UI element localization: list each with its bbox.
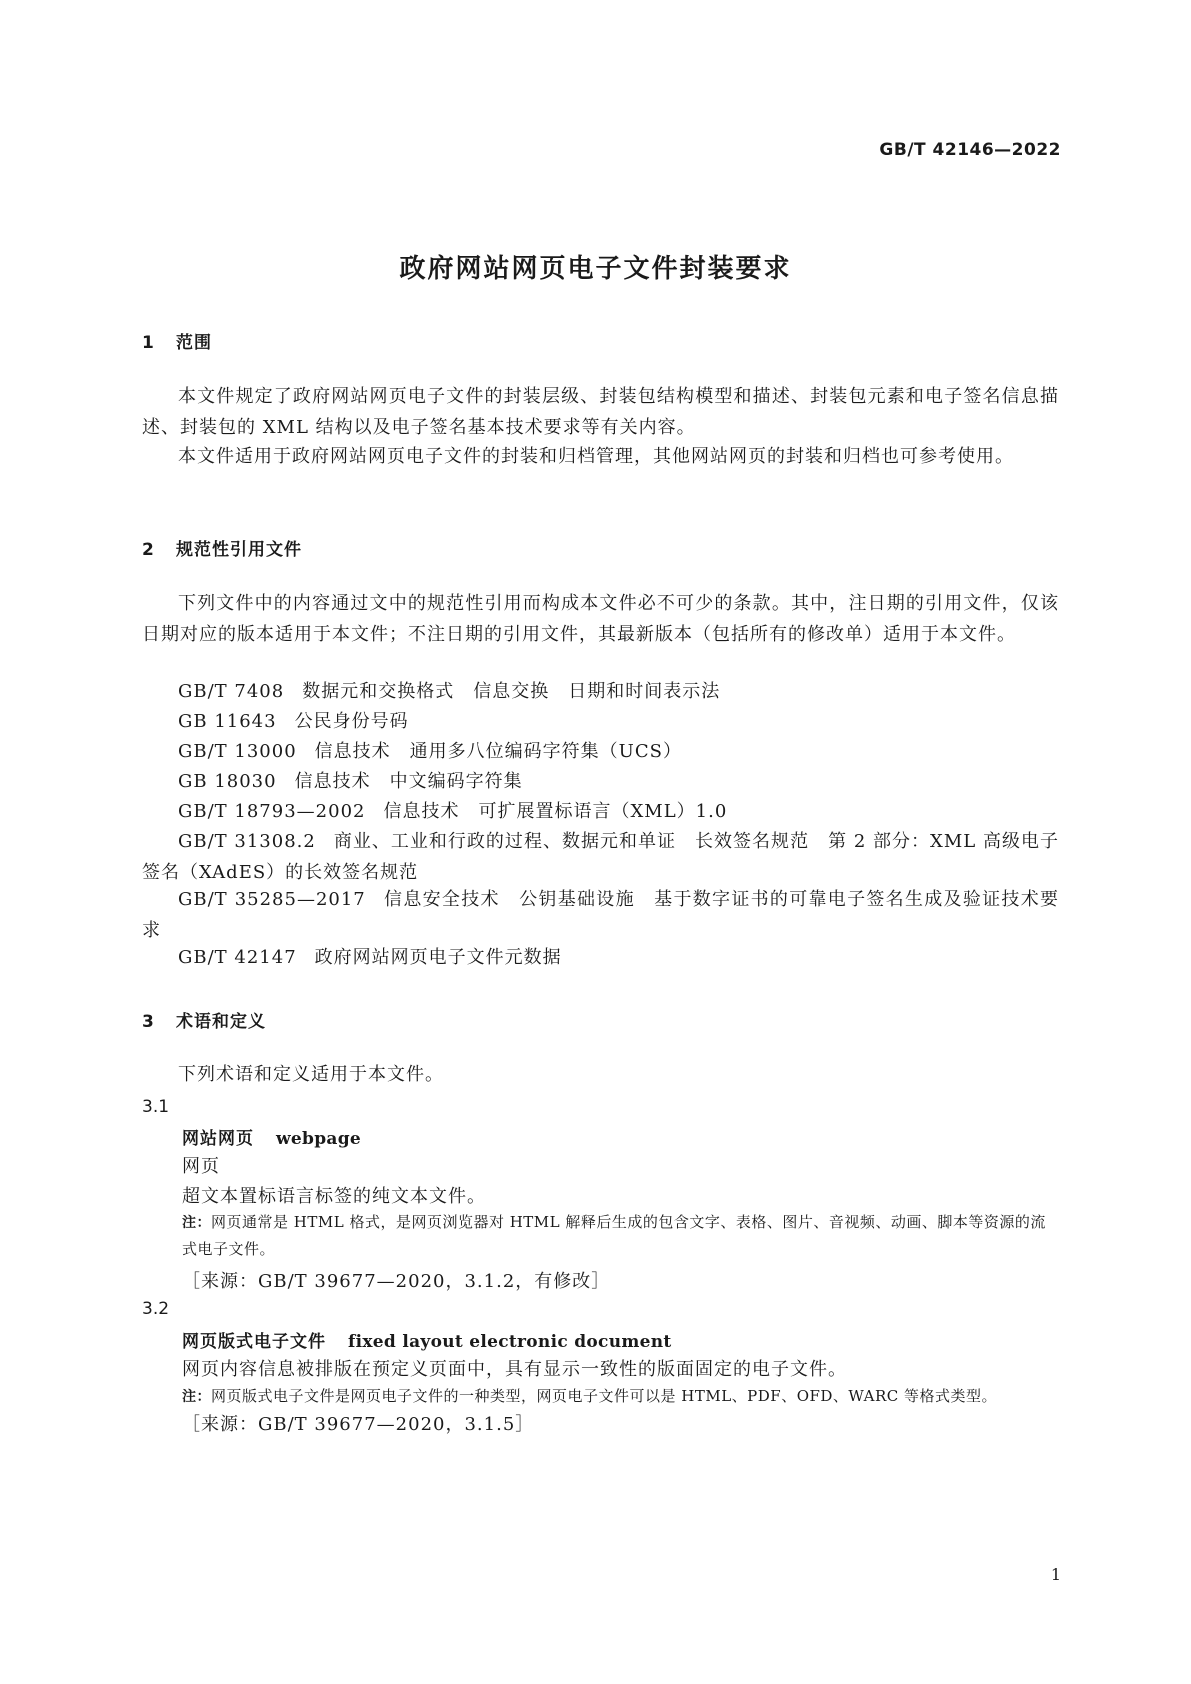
section-2-heading (142, 535, 302, 560)
term-en: fixed layout electronic document (348, 1332, 672, 1352)
term-heading (182, 1327, 672, 1352)
reference-item (142, 676, 1059, 707)
note-text: 网页版式电子文件是网页电子文件的一种类型，网页电子文件可以是 HTML、PDF、OFD、WARC 等格式类型。 (211, 1387, 997, 1405)
term-number: 3.1 (142, 1097, 170, 1117)
section-1-heading (142, 328, 212, 353)
reference-title: 信息技术 可扩展置标语言（XML）1.0 (383, 801, 728, 822)
section-title: 规范性引用文件 (176, 540, 302, 560)
reference-code: GB/T 7408 (178, 681, 285, 702)
note-label: 注： (182, 1389, 211, 1405)
reference-title: 公民身份号码 (294, 711, 409, 732)
reference-item (142, 766, 1059, 797)
section-number: 2 (142, 540, 155, 560)
reference-title: 商业、工业和行政的过程、数据元和单证 长效签名规范 第 2 部分：XML 高级电子签名（XAdES）的长效签名规范 (142, 831, 1059, 883)
reference-item (142, 942, 1059, 973)
page-number: 1 (1050, 1565, 1061, 1584)
term-en: webpage (276, 1129, 362, 1149)
note-text: 网页通常是 HTML 格式，是网页浏览器对 HTML 解释后生成的包含文字、表格、图片、音视频、动画、脚本等资源的流式电子文件。 (182, 1213, 1046, 1258)
reference-item (142, 826, 1059, 888)
term-source: ［来源：GB/T 39677—2020，3.1.5］ (182, 1414, 535, 1435)
standard-code: GB/T 42146—2022 (879, 140, 1061, 160)
section-number: 3 (142, 1012, 155, 1032)
term-number: 3.2 (142, 1299, 170, 1319)
reference-item (142, 884, 1059, 946)
terms-intro: 下列术语和定义适用于本文件。 (178, 1064, 444, 1085)
reference-title: 数据元和交换格式 信息交换 日期和时间表示法 (302, 681, 721, 702)
section-title: 术语和定义 (176, 1012, 266, 1032)
reference-code: GB/T 13000 (178, 741, 297, 762)
scope-paragraph-1: 本文件规定了政府网站网页电子文件的封装层级、封装包结构模型和描述、封装包元素和电子签名信息描述、封装包的 XML 结构以及电子签名基本技术要求等有关内容。 (142, 386, 1059, 438)
reference-item (142, 736, 1059, 767)
reference-code: GB/T 18793—2002 (178, 801, 366, 822)
term-definition: 网页内容信息被排版在预定义页面中，具有显示一致性的版面固定的电子文件。 (182, 1359, 847, 1380)
term-heading (182, 1124, 361, 1149)
term-alternative: 网页 (182, 1156, 220, 1177)
reference-title: 信息技术 中文编码字符集 (294, 771, 523, 792)
reference-title: 信息技术 通用多八位编码字符集（UCS） (314, 741, 682, 762)
reference-code: GB/T 42147 (178, 947, 297, 968)
reference-code: GB/T 31308.2 (178, 831, 316, 852)
reference-item (142, 706, 1059, 737)
section-number: 1 (142, 333, 155, 353)
section-3-heading (142, 1007, 266, 1032)
scope-paragraph-2: 本文件适用于政府网站网页电子文件的封装和归档管理，其他网站网页的封装和归档也可参考使用。 (178, 446, 1014, 467)
reference-code: GB 18030 (178, 771, 277, 792)
references-intro: 下列文件中的内容通过文中的规范性引用而构成本文件必不可少的条款。其中，注日期的引用文件，仅该日期对应的版本适用于本文件；不注日期的引用文件，其最新版本（包括所有的修改单）适用于本文件。 (142, 593, 1059, 645)
reference-title: 信息安全技术 公钥基础设施 基于数字证书的可靠电子签名生成及验证技术要求 (142, 889, 1060, 941)
note-label: 注： (182, 1215, 211, 1231)
term-zh: 网页版式电子文件 (182, 1332, 326, 1352)
reference-item (142, 796, 1059, 827)
term-zh: 网站网页 (182, 1129, 254, 1149)
reference-code: GB 11643 (178, 711, 277, 732)
term-note (182, 1209, 1059, 1262)
document-title: 政府网站网页电子文件封装要求 (399, 254, 792, 284)
reference-code: GB/T 35285—2017 (178, 889, 366, 910)
term-source: ［来源：GB/T 39677—2020，3.1.2，有修改］ (182, 1271, 611, 1292)
section-title: 范围 (176, 333, 212, 353)
term-definition: 超文本置标语言标签的纯文本文件。 (182, 1186, 486, 1207)
reference-title: 政府网站网页电子文件元数据 (314, 947, 562, 968)
term-note (182, 1383, 1059, 1410)
